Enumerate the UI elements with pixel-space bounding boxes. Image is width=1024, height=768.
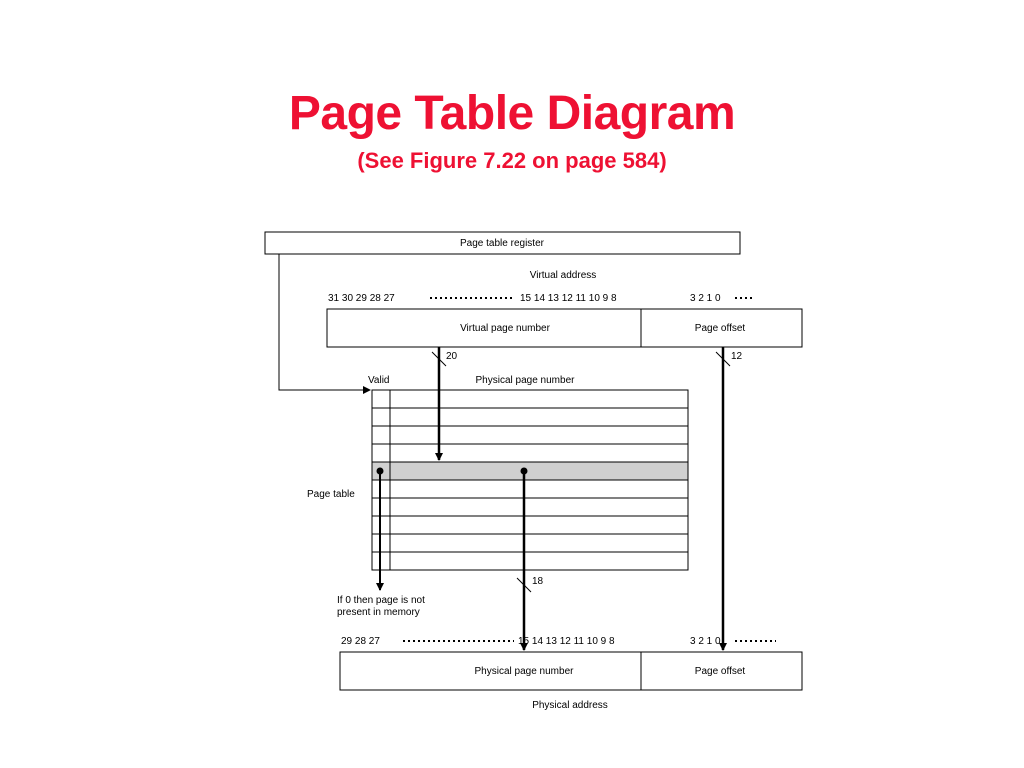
valid-label: Valid: [368, 375, 390, 386]
virtual-bits-mid: 15 14 13 12 11 10 9 8: [520, 293, 617, 304]
page-table-register-label: Page table register: [460, 238, 544, 249]
virtual-address-label: Virtual address: [529, 270, 597, 281]
physical-page-offset-label: Page offset: [694, 666, 746, 677]
slide-title: Page Table Diagram: [288, 87, 736, 140]
vpn-width-label: 20: [446, 351, 458, 362]
physical-page-number-header: Physical page number: [475, 375, 575, 386]
virtual-page-offset-label: Page offset: [694, 323, 746, 334]
physical-bits-left: 29 28 27: [341, 636, 380, 647]
physical-bits-right: 3 2 1 0: [690, 636, 721, 647]
physical-bits-mid: 15 14 13 12 11 10 9 8: [518, 636, 615, 647]
ppn-width-label: 18: [532, 576, 544, 587]
physical-page-number-label: Physical page number: [474, 666, 574, 677]
note-line1: If 0 then page is not: [337, 595, 425, 606]
page-table-highlight-row: [372, 462, 688, 480]
offset-width-label: 12: [731, 351, 743, 362]
page-table-label: Page table: [307, 489, 355, 500]
virtual-bits-right: 3 2 1 0: [690, 293, 721, 304]
virtual-page-number-label: Virtual page number: [460, 323, 550, 334]
page-table: [372, 390, 688, 570]
virtual-bits-left: 31 30 29 28 27: [328, 293, 395, 304]
note-line2: present in memory: [337, 607, 420, 618]
slide-subtitle: (See Figure 7.22 on page 584): [357, 148, 667, 173]
physical-address-label: Physical address: [532, 700, 608, 711]
